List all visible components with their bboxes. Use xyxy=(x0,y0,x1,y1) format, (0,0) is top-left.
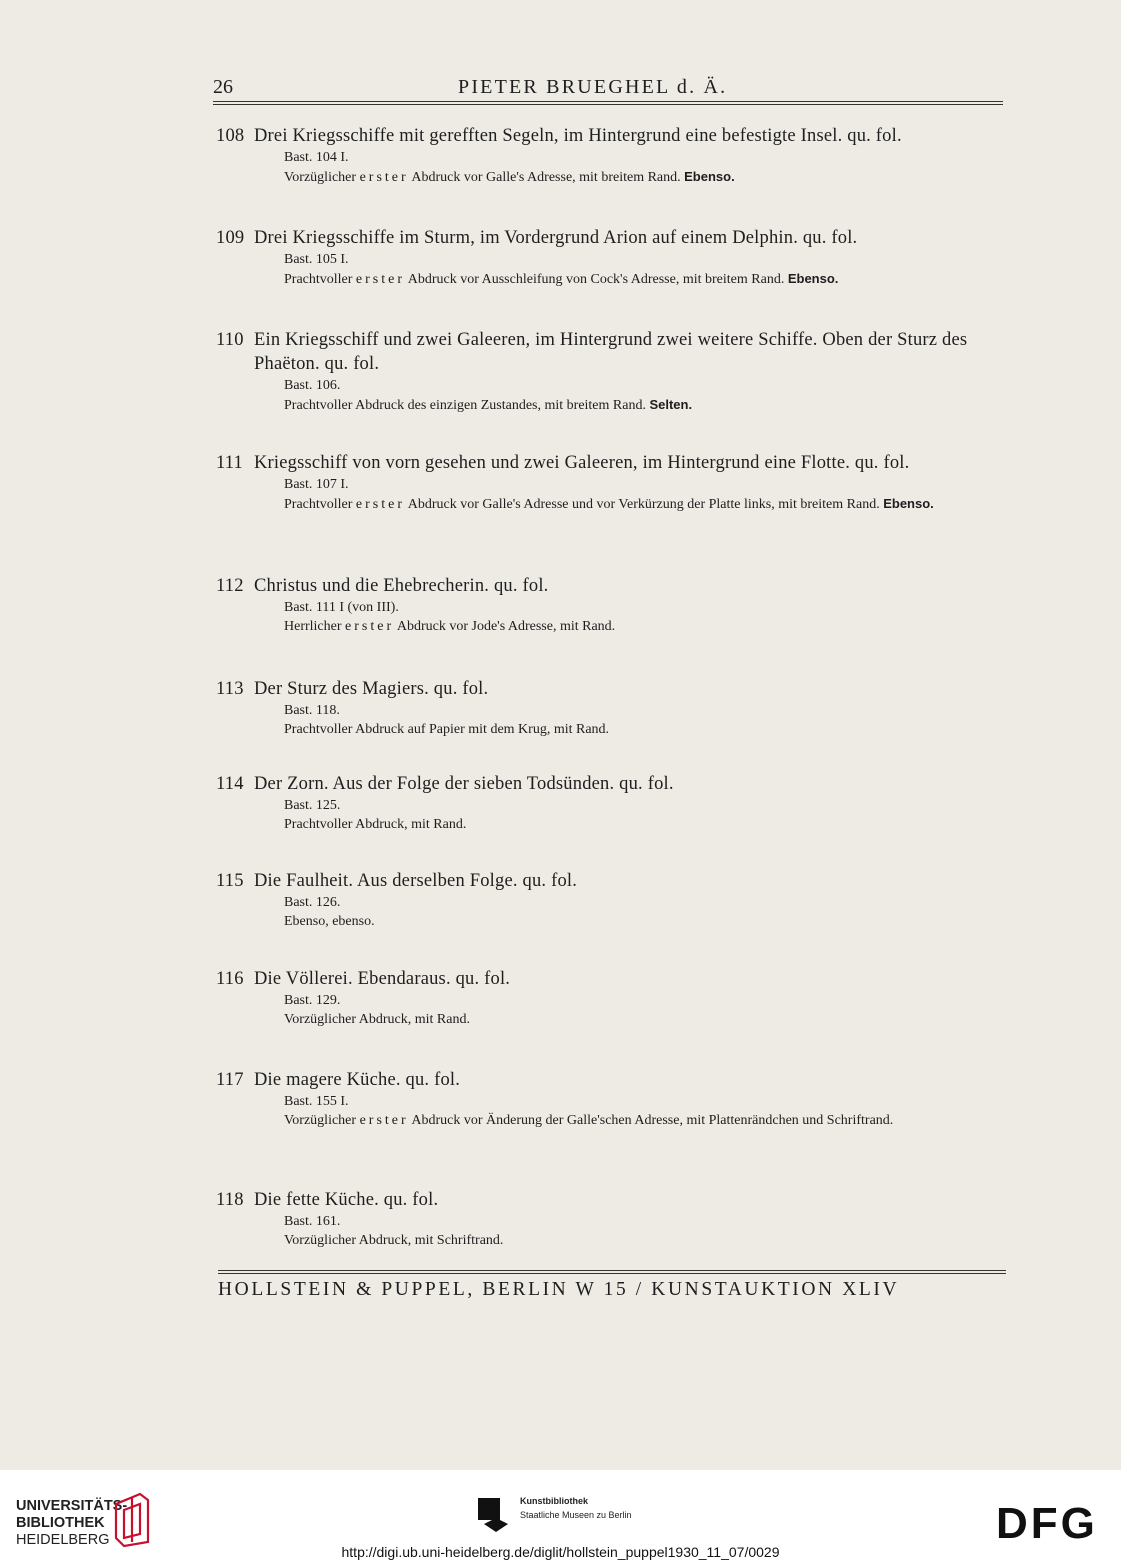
kunstbibliothek-wordmark xyxy=(520,1494,632,1522)
catalog-entry xyxy=(216,574,1006,636)
footer-rule-top xyxy=(218,1270,1006,1271)
desc-pre: Vorzüglicher xyxy=(284,170,357,185)
impression-description xyxy=(284,395,1006,415)
desc-pre: Herrlicher xyxy=(284,619,342,634)
catalog-entry xyxy=(216,328,1006,415)
entry-title: Ein Kriegsschiff und zwei Galeeren, im Hintergrund zwei weitere Schiffe. Oben der Sturz des Phaëton. qu. fol. xyxy=(254,330,968,374)
catalog-entry xyxy=(216,1188,1006,1250)
catalog-entry xyxy=(216,124,1006,187)
bastelaer-reference: Bast. 118. xyxy=(284,703,340,718)
bastelaer-reference: Bast. 125. xyxy=(284,798,341,813)
permalink-url[interactable]: http://digi.ub.uni-heidelberg.de/diglit/hollstein_puppel1930_11_07/0029 xyxy=(341,1544,780,1560)
entry-title: Der Zorn. Aus der Folge der sieben Todsünden. qu. fol. xyxy=(254,774,674,794)
impression-description xyxy=(284,1010,1006,1029)
entry-title-line xyxy=(216,226,1006,250)
lot-number: 113 xyxy=(216,679,244,699)
entry-title: Kriegsschiff von vorn gesehen und zwei Galeeren, im Hintergrund eine Flotte. qu. fol. xyxy=(254,453,910,473)
kb-line-2: Staatliche Museen zu Berlin xyxy=(520,1510,632,1520)
desc-bold: Ebenso. xyxy=(787,271,839,286)
lot-number: 112 xyxy=(216,576,244,596)
impression-description xyxy=(284,494,1006,514)
entry-title: Drei Kriegsschiffe im Sturm, im Vordergrund Arion auf einem Delphin. qu. fol. xyxy=(254,228,858,248)
lot-number: 111 xyxy=(216,453,243,473)
catalog-entry xyxy=(216,1068,1006,1130)
header-rule-bottom xyxy=(213,104,1003,105)
bastelaer-reference: Bast. 105 I. xyxy=(284,252,349,267)
lot-number: 110 xyxy=(216,330,244,350)
entry-title-line xyxy=(216,772,1006,796)
impression-description xyxy=(284,167,1006,187)
catalog-entry xyxy=(216,677,1006,739)
desc-pre: Prachtvoller Abdruck auf Papier mit dem Krug, mit Rand. xyxy=(284,722,610,737)
desc-bold: Ebenso. xyxy=(883,496,934,511)
desc-post: Abdruck vor Galle's Adresse, mit breitem Rand. xyxy=(411,170,681,185)
desc-spaced: erster xyxy=(355,272,406,287)
bastelaer-reference: Bast. 126. xyxy=(284,895,341,910)
entry-title: Die Faulheit. Aus derselben Folge. qu. fol. xyxy=(254,871,578,891)
page-header xyxy=(213,76,1003,106)
running-title: PIETER BRUEGHEL d. Ä. xyxy=(458,76,728,98)
entry-title-line xyxy=(216,124,1006,148)
desc-spaced: erster xyxy=(359,1113,409,1128)
catalog-entry xyxy=(216,869,1006,931)
lot-number: 116 xyxy=(216,969,244,989)
entry-title: Die Völlerei. Ebendaraus. qu. fol. xyxy=(254,969,511,989)
entry-title-line xyxy=(216,967,1006,991)
catalog-entry xyxy=(216,967,1006,1029)
lot-number: 114 xyxy=(216,774,244,794)
impression-description xyxy=(284,912,1006,931)
entry-title: Drei Kriegsschiffe mit gerefften Segeln, im Hintergrund eine befestigte Insel. qu. fol. xyxy=(254,126,902,146)
desc-pre: Prachtvoller Abdruck des einzigen Zustandes, mit breitem Rand. xyxy=(284,398,646,413)
ub-heidelberg-logo-icon xyxy=(110,1490,156,1548)
kb-line-1: Kunstbibliothek xyxy=(520,1496,588,1506)
entry-title: Die fette Küche. qu. fol. xyxy=(254,1190,439,1210)
desc-bold: Selten. xyxy=(649,397,693,412)
impression-description xyxy=(284,617,1006,636)
footer-rule-bottom xyxy=(218,1273,1006,1274)
lot-number: 115 xyxy=(216,871,244,891)
bastelaer-reference: Bast. 106. xyxy=(284,378,341,393)
desc-pre: Prachtvoller xyxy=(284,272,353,287)
desc-bold: Ebenso. xyxy=(684,169,735,184)
dfg-logo: DFG xyxy=(996,1499,1098,1548)
catalog-entry xyxy=(216,451,1006,514)
entry-title-line xyxy=(216,869,1006,893)
ub-line-3: HEIDELBERG xyxy=(16,1532,110,1548)
bastelaer-reference: Bast. 107 I. xyxy=(284,477,349,492)
bastelaer-reference: Bast. 111 I (von III). xyxy=(284,600,399,615)
entry-title: Christus und die Ehebrecherin. qu. fol. xyxy=(254,576,549,596)
entry-title-line xyxy=(216,677,1006,701)
lot-number: 118 xyxy=(216,1190,244,1210)
impression-description xyxy=(284,1231,1006,1250)
entry-title-line xyxy=(216,451,1006,475)
bastelaer-reference: Bast. 104 I. xyxy=(284,150,349,165)
desc-post: Abdruck vor Jode's Adresse, mit Rand. xyxy=(396,619,616,634)
desc-spaced: erster xyxy=(359,170,409,185)
impression-description xyxy=(284,269,1006,289)
bastelaer-reference: Bast. 161. xyxy=(284,1214,341,1229)
kunstbibliothek-logo-icon xyxy=(478,1498,514,1532)
desc-pre: Vorzüglicher Abdruck, mit Schriftrand. xyxy=(284,1233,504,1248)
entry-title-line xyxy=(216,574,1006,598)
desc-pre: Prachtvoller Abdruck, mit Rand. xyxy=(284,817,467,832)
digitization-bar xyxy=(0,1470,1121,1564)
entry-title-line xyxy=(216,1188,1006,1212)
desc-pre: Prachtvoller xyxy=(284,497,353,512)
entry-title-line xyxy=(216,328,1006,376)
desc-spaced: erster xyxy=(345,619,395,634)
desc-pre: Vorzüglicher Abdruck, mit Rand. xyxy=(284,1012,470,1027)
header-rule-top xyxy=(213,101,1003,102)
impression-description xyxy=(284,720,1006,739)
desc-pre: Ebenso, ebenso. xyxy=(284,914,375,929)
desc-post: Abdruck vor Galle's Adresse und vor Verkürzung der Platte links, mit breitem Rand. xyxy=(407,497,880,512)
entry-title: Der Sturz des Magiers. qu. fol. xyxy=(254,679,489,699)
ub-line-1: UNIVERSITÄTS- xyxy=(16,1498,128,1514)
impression-description xyxy=(284,815,1006,834)
lot-number: 109 xyxy=(216,228,245,248)
lot-number: 108 xyxy=(216,126,245,146)
catalog-entry xyxy=(216,772,1006,834)
desc-spaced: erster xyxy=(355,497,406,512)
page-number: 26 xyxy=(213,76,233,98)
desc-post: Abdruck vor Änderung der Galle'schen Adresse, mit Plattenrändchen und Schriftrand. xyxy=(411,1113,894,1128)
bastelaer-reference: Bast. 155 I. xyxy=(284,1094,349,1109)
entry-title: Die magere Küche. qu. fol. xyxy=(254,1070,461,1090)
lot-number: 117 xyxy=(216,1070,244,1090)
impression-description xyxy=(284,1111,1006,1130)
desc-pre: Vorzüglicher xyxy=(284,1113,357,1128)
footer-publisher: HOLLSTEIN & PUPPEL, BERLIN W 15 / KUNSTAUKTION XLIV xyxy=(218,1279,900,1300)
entry-title-line xyxy=(216,1068,1006,1092)
catalog-entry xyxy=(216,226,1006,289)
ub-line-2: BIBLIOTHEK xyxy=(16,1515,105,1531)
bastelaer-reference: Bast. 129. xyxy=(284,993,341,1008)
desc-post: Abdruck vor Ausschleifung von Cock's Adresse, mit breitem Rand. xyxy=(407,272,785,287)
